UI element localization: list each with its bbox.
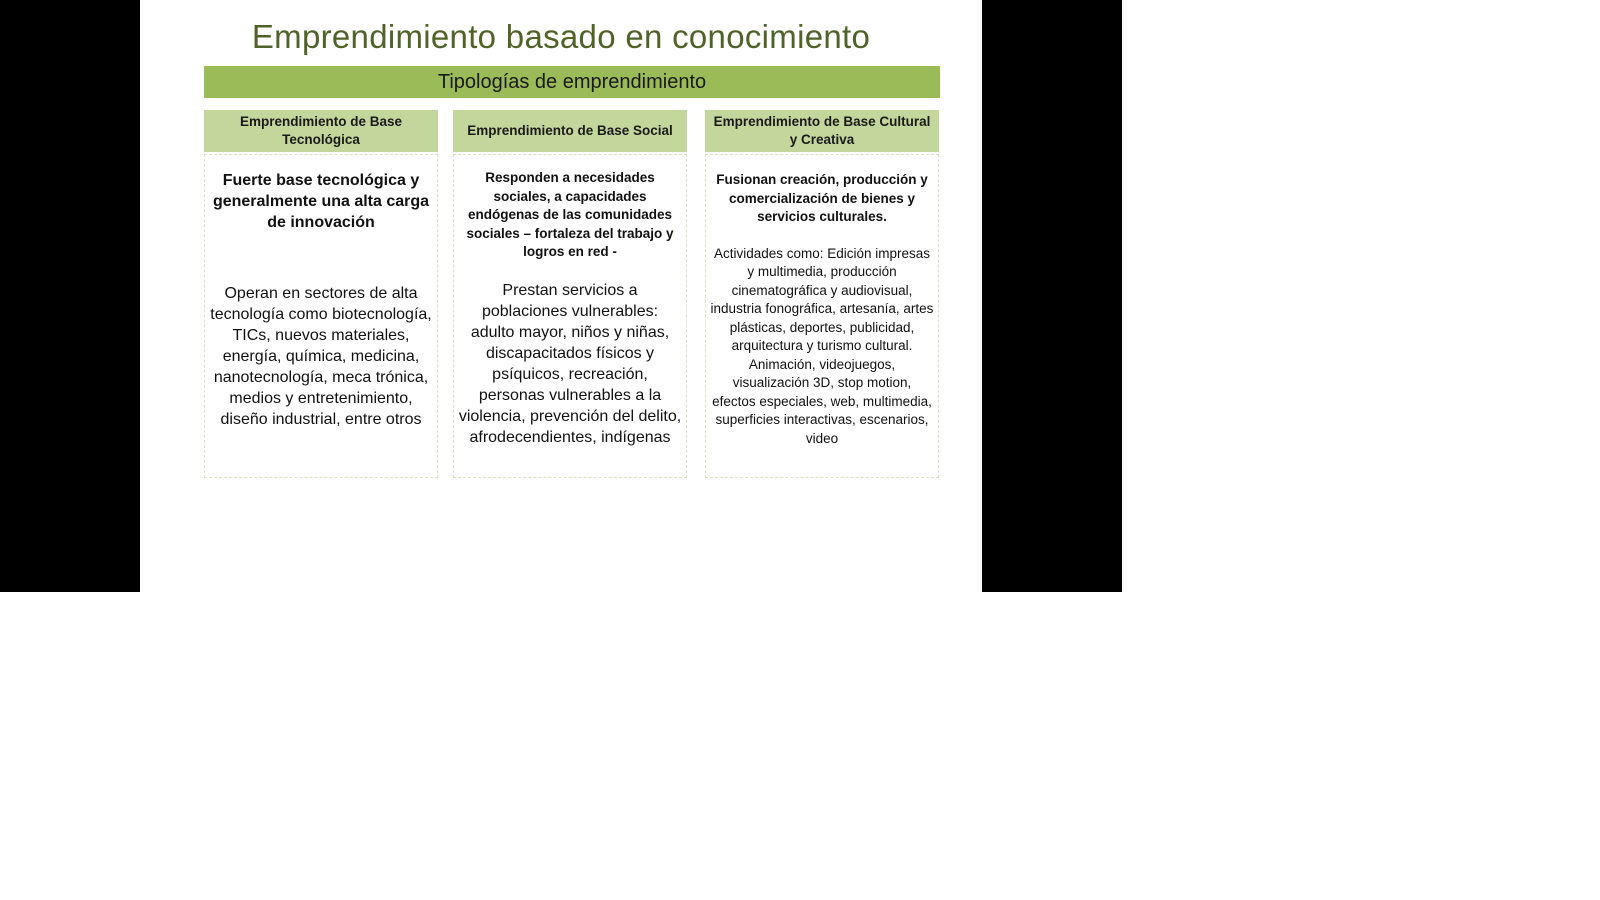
column-tecnologica [204,110,438,478]
letterbox-left [0,0,140,592]
column-social [453,110,687,478]
column-body [204,154,438,478]
column-heading: Emprendimiento de Base Social [453,110,687,152]
column-body [453,154,687,478]
column-summary: Responden a necesidades sociales, a capacidades endógenas de las comunidades sociales – fortaleza del trabajo y logros en red - [466,170,674,259]
column-cultural-creativa [705,110,939,478]
column-heading: Emprendimiento de Base Cultural y Creativa [705,110,939,152]
column-heading: Emprendimiento de Base Tecnológica [204,110,438,152]
column-detail: Operan en sectores de alta tecnología como biotecnología, TICs, nuevos materiales, energía, química, medicina, nanotecnología, meca trónica, medios y entretenimiento, diseño industrial, entre otros [210,285,432,428]
slide [140,0,982,592]
column-summary: Fusionan creación, producción y comercialización de bienes y servicios culturales. [716,172,928,224]
slide-subtitle: Tipologías de emprendimiento [204,66,940,98]
column-detail: Actividades como: Edición impresas y multimedia, producción cinematográfica y audiovisual, industria fonográfica, artesanía, artes plásticas, deportes, publicidad, arquitectura y turismo cultural. Animación, videojuegos, visualización 3D, stop motion, efectos especiales, web, multimedia, superficies interactivas, escenarios, video [710,245,934,446]
slide-title: Emprendimiento basado en conocimiento [251,18,871,55]
column-summary: Fuerte base tecnológica y generalmente una alta carga de innovación [212,172,430,231]
column-detail: Prestan servicios a poblaciones vulnerables: adulto mayor, niños y niñas, discapacitados físicos y psíquicos, recreación, personas vulnerables a la violencia, prevención del delito, afrodecendientes, indígenas [458,281,682,446]
letterbox-right [982,0,1122,592]
column-body [705,154,939,478]
